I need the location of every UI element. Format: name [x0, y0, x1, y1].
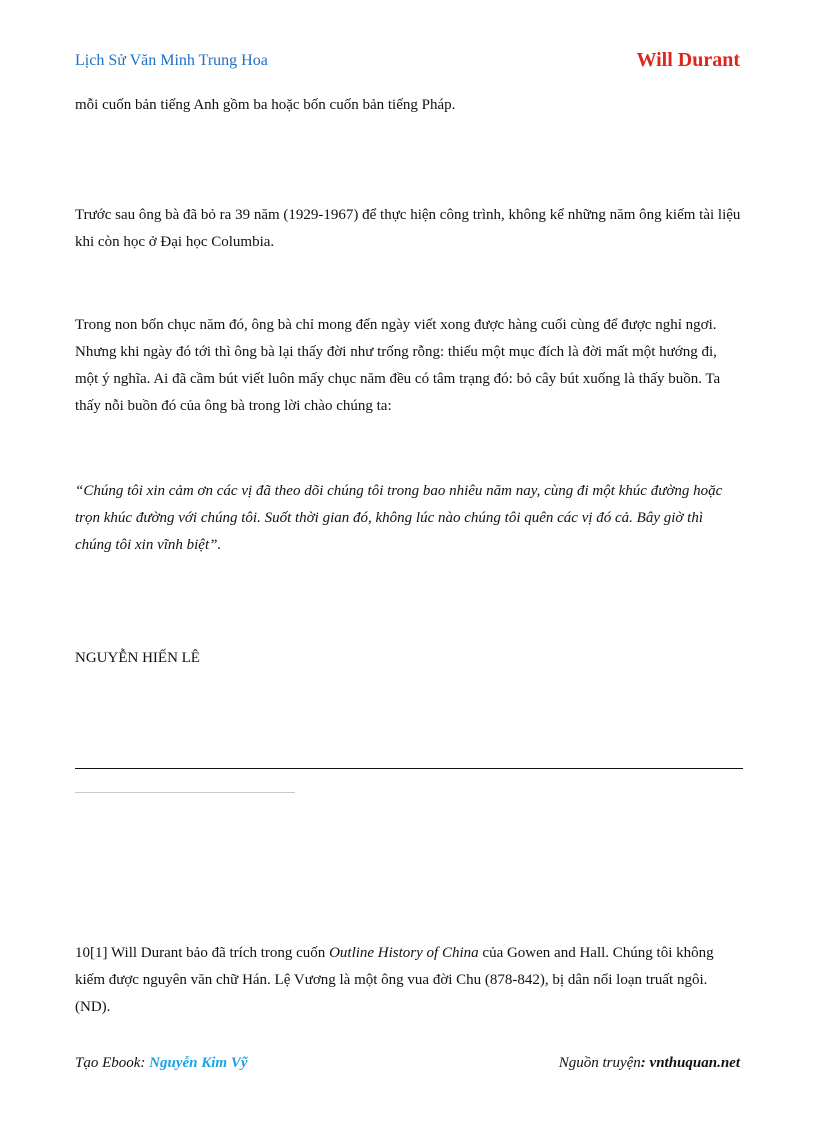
- paragraph-reflection: Trong non bốn chục năm đó, ông bà chỉ mong đến ngày viết xong được hàng cuối cùng để được nghỉ ngơi. Nhưng khi ngày đó tới thì ông bà lại thấy đời như trống rỗng: thiếu một mục đích là đời mất một hướng đi, một ý nghĩa. Ai đã cầm bút viết luôn mấy chục năm đều có tâm trạng đó: bỏ cây bút xuống là thấy buồn. Ta thấy nỗi buồn đó của ông bà trong lời chào chúng ta:: [75, 317, 721, 414]
- footnote-book-title: Outline History of China: [329, 945, 479, 961]
- footer-ebook-sep: :: [140, 1055, 150, 1071]
- paragraph-continuation: mỗi cuốn bản tiếng Anh gồm ba hoặc bốn cuốn bản tiếng Pháp.: [75, 97, 456, 113]
- footnote-text: [75, 940, 743, 1021]
- footer-source-label: Nguồn truyện: [558, 1055, 641, 1071]
- footnote-short-rule: [75, 792, 295, 793]
- footer-source-site: vnthuquan.net: [649, 1055, 740, 1071]
- footer-source-sep: :: [640, 1055, 650, 1071]
- farewell-quote: “Chúng tôi xin cảm ơn các vị đã theo dõi chúng tôi trong bao nhiêu năm nay, cùng đi một khúc đường hoặc trọn khúc đường với chúng tôi. Suốt thời gian đó, không lúc nào chúng tôi quên các vị đó cả. Bây giờ thì chúng tôi xin vĩnh biệt”.: [75, 483, 723, 553]
- running-header-author: Will Durant: [636, 49, 740, 71]
- footnote-rest: của Gowen and Hall. Chúng tôi không kiếm được nguyên văn chữ Hán. Lệ Vương là một ông vua đời Chu (878-842), bị dân nổi loạn truất ngôi. (ND).: [75, 945, 714, 1015]
- footer-ebook-credit: [75, 1055, 248, 1072]
- paragraph-duration: Trước sau ông bà đã bỏ ra 39 năm (1929-1967) để thực hiện công trình, không kể những năm ông kiếm tài liệu khi còn học ở Đại học Columbia.: [75, 207, 741, 250]
- footnote-lead: 10[1] Will Durant bảo đã trích trong cuốn: [75, 945, 330, 961]
- footnote-separator: [75, 768, 743, 769]
- footer-ebook-label: Tạo Ebook: [75, 1055, 141, 1071]
- running-header-title: Lịch Sử Văn Minh Trung Hoa: [75, 52, 268, 69]
- translator-signature: NGUYỄN HIẾN LÊ: [75, 650, 200, 666]
- footer-source-credit: [559, 1055, 740, 1072]
- footer-ebook-creator: Nguyễn Kim Vỹ: [149, 1055, 248, 1071]
